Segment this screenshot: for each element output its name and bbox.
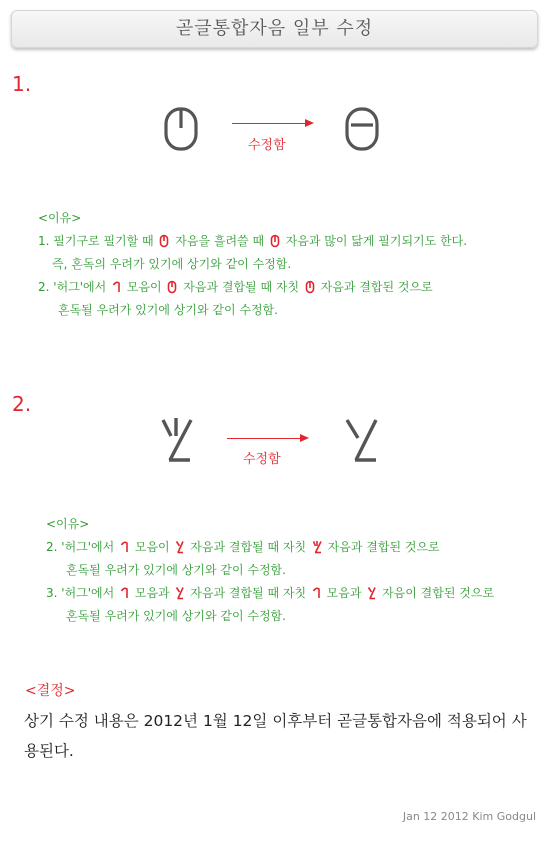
reason-text: 자음과 결합된 것으로: [323, 540, 440, 554]
section-2-reason-1-cont: 혼독될 우려가 있기에 상기와 같이 수정함.: [66, 563, 286, 577]
section-1-reason-1: [38, 230, 467, 253]
reason-text: 자음과 결합된 것으로: [316, 280, 433, 294]
reason-text: 모음과: [131, 586, 174, 600]
reason-text: 3. '허그'에서: [46, 586, 119, 600]
page-title: 곧글통합자음 일부 수정: [11, 10, 538, 48]
section-2-number: 2.: [12, 392, 32, 416]
new-consonant-1-glyph: [344, 106, 380, 152]
new-consonant-icon: [367, 586, 376, 600]
reason-text: 1. 필기구로 필기할 때: [38, 234, 158, 248]
reason-text: 자음이 결합된 것으로: [378, 586, 495, 600]
reason-text: 2. '허그'에서: [46, 540, 119, 554]
old-consonant-2-icon: [312, 540, 322, 554]
section-1-reasons: [38, 207, 467, 322]
section-1-reason-1-cont: 즉, 혼독의 우려가 있기에 상기와 같이 수정함.: [52, 257, 292, 271]
decision-header: <결정>: [25, 683, 76, 699]
new-consonant-icon: [175, 586, 184, 600]
reason-text: 모음이: [131, 540, 174, 554]
vowel-hook-icon: [120, 540, 129, 554]
vowel-hook-icon: [312, 586, 321, 600]
reason-text: 모음이: [123, 280, 166, 294]
footer-signature: Jan 12 2012 Kim Godgul: [402, 810, 536, 823]
reason-text: 자음과 많이 닮게 필기되기도 한다.: [281, 234, 468, 248]
old-consonant-2-glyph: [158, 414, 196, 466]
section-1-reason-2: [38, 276, 467, 299]
vowel-hook-icon: [112, 280, 121, 294]
section-2-reason-1: [46, 536, 494, 559]
section-1-reason-2-cont: 혼독될 우려가 있기에 상기와 같이 수정함.: [58, 303, 278, 317]
reason-text: 2. '허그'에서: [38, 280, 111, 294]
reason-text: 자음과 결합될 때 자칫: [186, 586, 310, 600]
reason-text: 모음과: [322, 586, 366, 600]
old-consonant-icon: [270, 234, 280, 248]
old-consonant-icon: [305, 280, 315, 294]
old-consonant-1-glyph: [163, 106, 199, 152]
reason-text: 자음을 흘려쓸 때: [171, 234, 268, 248]
reason-text: 자음과 결합될 때 자칫: [186, 540, 310, 554]
section-1-arrow-label: 수정함: [248, 138, 286, 153]
section-2-reasons: [46, 513, 494, 628]
reason-text: 자음과 결합될 때 자칫: [179, 280, 303, 294]
section-2-arrow-label: 수정함: [243, 452, 281, 467]
section-1-reason-header: <이유>: [38, 211, 82, 225]
new-consonant-2-glyph: [342, 414, 380, 466]
vowel-hook-icon: [120, 586, 129, 600]
section-2-reason-header: <이유>: [46, 517, 90, 531]
section-1-number: 1.: [12, 72, 32, 96]
new-consonant-icon: [175, 540, 184, 554]
decision-body: 상기 수정 내용은 2012년 1월 12일 이후부터 곧글통합자음에 적용되어 사용된다.: [24, 712, 527, 760]
section-2-reason-2-cont: 혼독될 우려가 있기에 상기와 같이 수정함.: [66, 609, 286, 623]
section-2-reason-2: [46, 582, 494, 605]
old-consonant-icon: [167, 280, 177, 294]
old-consonant-icon: [159, 234, 169, 248]
